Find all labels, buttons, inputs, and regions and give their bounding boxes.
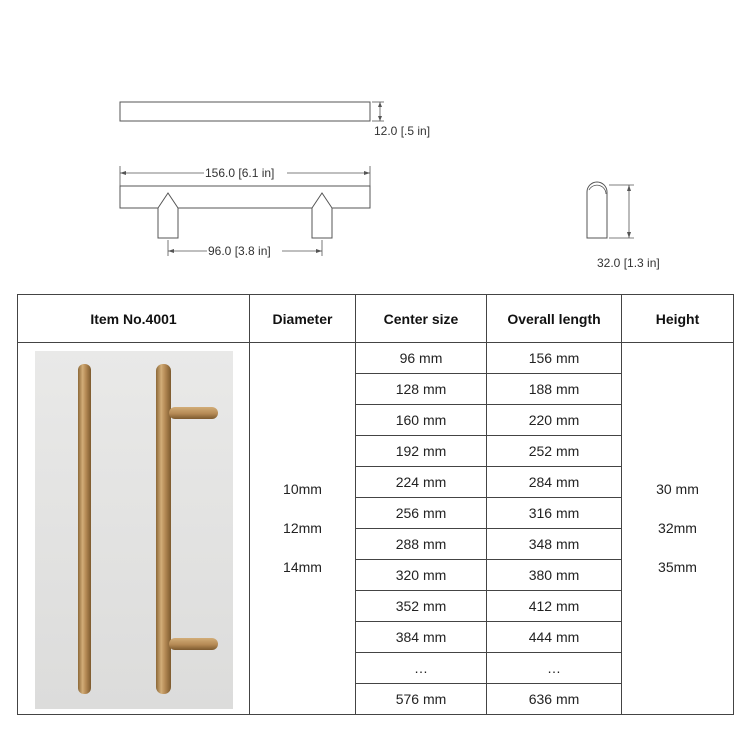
overall-length-cell: 188 mm xyxy=(487,374,622,405)
center-size-cell: 352 mm xyxy=(356,591,487,622)
center-arrow-left xyxy=(168,249,174,253)
overall-length-cell: 444 mm xyxy=(487,622,622,653)
overall-length-cell: 380 mm xyxy=(487,560,622,591)
overall-length-cell: 156 mm xyxy=(487,343,622,374)
right-handle-bottom-post xyxy=(169,638,218,650)
height-30: 30 mm xyxy=(656,481,699,497)
length-arrow-left xyxy=(120,171,126,175)
center-size-cell: … xyxy=(356,653,487,684)
center-size-cell: 160 mm xyxy=(356,405,487,436)
length-arrow-right xyxy=(364,171,370,175)
height-arrow-bottom xyxy=(627,232,631,238)
right-handle-top-post xyxy=(169,407,218,419)
diameter-cell xyxy=(250,343,356,715)
center-size-cell: 224 mm xyxy=(356,467,487,498)
right-handle-bar xyxy=(156,364,171,694)
height-cell xyxy=(622,343,734,715)
thickness-arrow-bottom xyxy=(378,116,382,121)
center-size-cell: 320 mm xyxy=(356,560,487,591)
brass-handles-image xyxy=(35,351,233,709)
center-size-cell: 96 mm xyxy=(356,343,487,374)
height-arrow-top xyxy=(627,185,631,191)
side-view-post xyxy=(587,182,607,238)
height-dim-label: 32.0 [1.3 in] xyxy=(597,256,660,270)
height-32: 32mm xyxy=(658,520,697,536)
overall-length-cell: 412 mm xyxy=(487,591,622,622)
table-row xyxy=(18,343,734,374)
overall-length-cell: 284 mm xyxy=(487,467,622,498)
center-size-cell: 288 mm xyxy=(356,529,487,560)
spec-table xyxy=(17,294,734,715)
diameter-12: 12mm xyxy=(283,520,322,536)
overall-length-cell: 316 mm xyxy=(487,498,622,529)
header-item-no: Item No.4001 xyxy=(18,295,250,343)
overall-length-cell: … xyxy=(487,653,622,684)
header-diameter: Diameter xyxy=(250,295,356,343)
center-arrow-right xyxy=(316,249,322,253)
diameter-14: 14mm xyxy=(283,559,322,575)
center-size-cell: 384 mm xyxy=(356,622,487,653)
overall-length-cell: 348 mm xyxy=(487,529,622,560)
top-view-bar xyxy=(120,102,370,121)
spec-header-row xyxy=(18,295,734,343)
product-photo-cell xyxy=(18,343,250,715)
front-view-bar xyxy=(120,186,370,208)
length-dim-label: 156.0 [6.1 in] xyxy=(205,166,275,180)
technical-drawing xyxy=(0,0,750,290)
header-center-size: Center size xyxy=(356,295,487,343)
overall-length-cell: 220 mm xyxy=(487,405,622,436)
height-35: 35mm xyxy=(658,559,697,575)
diameter-10: 10mm xyxy=(283,481,322,497)
thickness-arrow-top xyxy=(378,102,382,107)
center-size-cell: 256 mm xyxy=(356,498,487,529)
center-dim-label: 96.0 [3.8 in] xyxy=(208,244,271,258)
header-height: Height xyxy=(622,295,734,343)
left-handle-bar xyxy=(78,364,91,694)
header-overall-length: Overall length xyxy=(487,295,622,343)
thickness-dim-label: 12.0 [.5 in] xyxy=(374,124,431,138)
center-size-cell: 192 mm xyxy=(356,436,487,467)
center-size-cell: 576 mm xyxy=(356,684,487,715)
product-photo xyxy=(35,351,233,709)
overall-length-cell: 636 mm xyxy=(487,684,622,715)
center-size-cell: 128 mm xyxy=(356,374,487,405)
overall-length-cell: 252 mm xyxy=(487,436,622,467)
